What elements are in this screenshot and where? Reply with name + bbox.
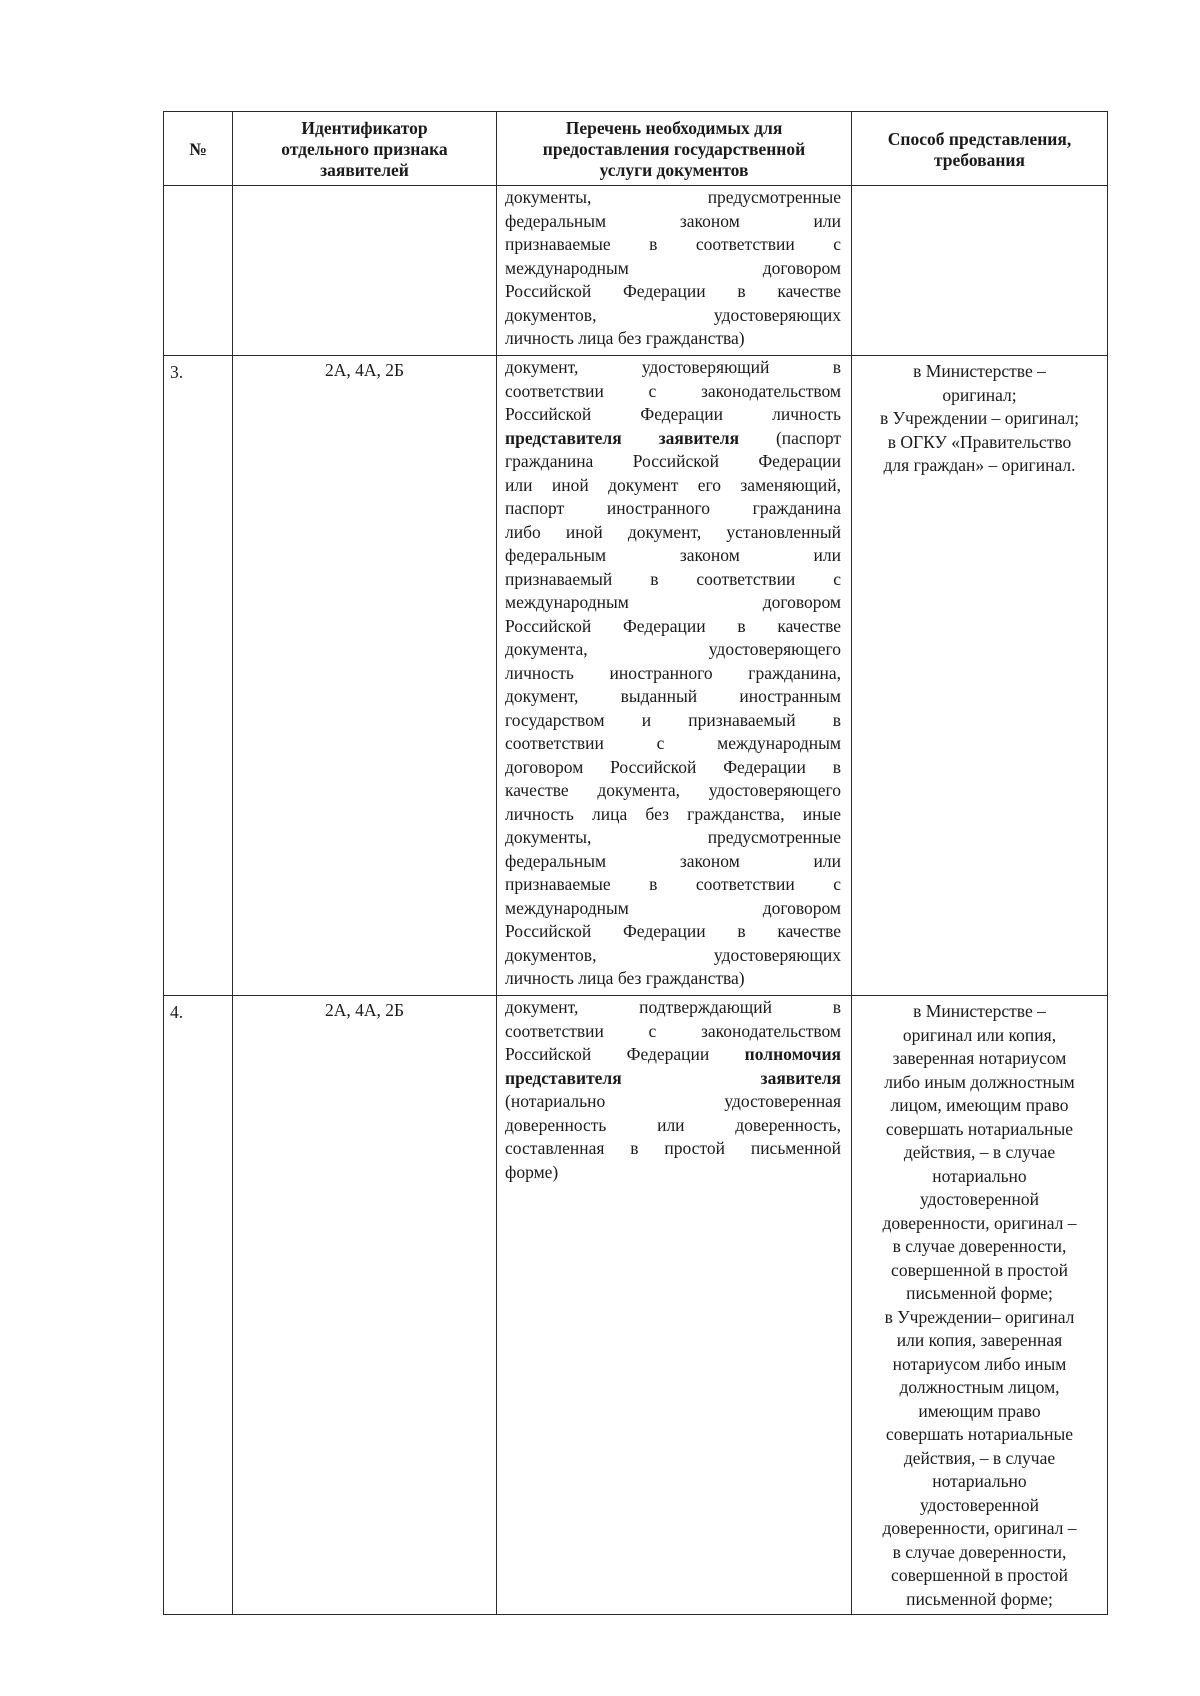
document-text-line: международным договором [505,592,841,612]
method-text-line: в Учреждении– оригинал [884,1306,1075,1327]
row-documents-cell [497,186,852,356]
method-text-line: нотариусом либо иным [892,1353,1067,1374]
method-text-line: в случае доверенности, [892,1541,1067,1562]
method-text-line: лицом, имеющим право [890,1095,1069,1115]
table-header-row [164,112,1108,186]
row-number-cell: 4. [164,996,233,1615]
document-text-line: форме) [505,1161,559,1182]
header-identifier: Идентификатор отдельного признака заявителей [233,112,497,186]
method-text-line: оригинал или копия, [902,1024,1057,1045]
row-identifier-cell: 2А, 4А, 2Б [233,996,497,1615]
document-text-line: признаваемые в соответствии с [505,874,841,894]
document-text-line: соответствии с законодательством [505,380,841,401]
requirements-table [163,111,1108,1615]
document-text-line: Российской Федерации личность [505,404,841,424]
method-text-line: письменной форме; [906,1588,1053,1609]
document-text-line: соответствии с международным [505,733,841,753]
method-text-line: в Учреждении – оригинал; [880,408,1079,428]
document-text-line: Российской Федерации в качестве [505,281,841,301]
table-row [164,186,1108,356]
document-text-line: документы, предусмотренные [505,827,841,847]
document-text-line: или иной документ его заменяющий, [505,474,841,495]
document-page [163,111,1107,1615]
method-text-line: действия, – в случае [903,1142,1056,1162]
document-text-line: документа, удостоверяющего [505,639,841,659]
method-text-line: оригинал; [942,384,1017,405]
row-method-cell [852,356,1108,996]
document-text-line: документов, удостоверяющих [505,304,841,325]
method-text-line: имеющим право [918,1400,1041,1421]
document-text-line: государством и признаваемый в [505,709,841,730]
method-text-line: действия, – в случае [903,1447,1056,1468]
method-text-line: нотариально [932,1471,1027,1491]
document-text-line: федеральным законом или [505,850,841,871]
document-text-line: личность лица без гражданства) [505,968,745,988]
document-text-line: доверенность или доверенность, [505,1114,841,1135]
document-text-line: документ, подтверждающий в [505,997,841,1017]
header-method: Способ представления, требования [852,112,1108,186]
document-text-line: представителя заявителя (паспорт [505,427,841,448]
method-text-line: в Министерстве – [913,1001,1046,1021]
document-text-line: личность иностранного гражданина, [505,662,841,683]
document-text-line: гражданина Российской Федерации [505,451,841,471]
method-text-line: в случае доверенности, [892,1236,1067,1256]
document-text-line: признаваемые в соответствии с [505,234,841,254]
method-text-line: удостоверенной [920,1189,1039,1209]
document-text-line: личность лица без гражданства, иные [505,803,841,824]
row-identifier-cell: 2А, 4А, 2Б [233,356,497,996]
document-text-line: документ, выданный иностранным [505,686,841,706]
method-text-line: должностным лицом, [899,1377,1060,1397]
header-number: № [164,112,233,186]
document-text-line: признаваемый в соответствии с [505,568,841,589]
bold-emphasis: представителя заявителя [505,1067,841,1088]
document-text-line: договором Российской Федерации в [505,756,841,777]
bold-emphasis: полномочия [744,1044,841,1064]
document-text-line: паспорт иностранного гражданина [505,498,841,518]
method-text-line: доверенности, оригинал – [882,1518,1077,1538]
row-method-cell [852,996,1108,1615]
method-text-line: доверенности, оригинал – [882,1212,1077,1233]
row-identifier-cell [233,186,497,356]
document-text-line: международным договором [505,257,841,278]
method-text-line: совершенной в простой [891,1259,1068,1280]
document-text-line: либо иной документ, установленный [505,521,841,542]
method-text-line: в Министерстве – [913,361,1046,381]
document-text-line: Российской Федерации в качестве [505,921,841,941]
method-text-line: совершенной в простой [891,1565,1068,1585]
method-text-line: или копия, заверенная [896,1330,1063,1350]
document-text-line: документы, предусмотренные [505,187,841,207]
row-number-cell [164,186,233,356]
method-text-line: в ОГКУ «Правительство [887,431,1072,452]
row-method-cell [852,186,1108,356]
document-text-line: качестве документа, удостоверяющего [505,780,841,800]
document-text-line: Российской Федерации полномочия [505,1044,841,1064]
document-text-line: документов, удостоверяющих [505,944,841,965]
row-documents-cell [497,996,852,1615]
document-text-line: составленная в простой письменной [505,1138,841,1158]
document-text-line [505,1067,841,1091]
row-number-cell: 3. [164,356,233,996]
table-row [164,356,1108,996]
document-text-line: федеральным законом или [505,545,841,565]
method-text-line: нотариально [932,1165,1027,1186]
method-text-line: либо иным должностным [884,1071,1075,1092]
method-text-line: заверенная нотариусом [892,1048,1067,1068]
table-row [164,996,1108,1615]
document-text-line: личность лица без гражданства) [505,328,745,348]
method-text-line: для граждан» – оригинал. [883,455,1076,475]
document-text-line: соответствии с законодательством [505,1020,841,1041]
document-text-line: Российской Федерации в качестве [505,615,841,636]
header-documents: Перечень необходимых для предоставления государственной услуги документов [497,112,852,186]
document-text-line: документ, удостоверяющий в [505,357,841,377]
method-text-line: совершать нотариальные [885,1118,1074,1139]
document-text-line: федеральным законом или [505,210,841,231]
document-text-line: (нотариально удостоверенная [505,1091,841,1111]
row-documents-cell [497,356,852,996]
document-text-line: международным договором [505,897,841,918]
method-text-line: удостоверенной [920,1494,1039,1515]
bold-emphasis: представителя заявителя [505,427,740,448]
method-text-line: письменной форме; [906,1283,1053,1303]
method-text-line: совершать нотариальные [885,1424,1074,1444]
